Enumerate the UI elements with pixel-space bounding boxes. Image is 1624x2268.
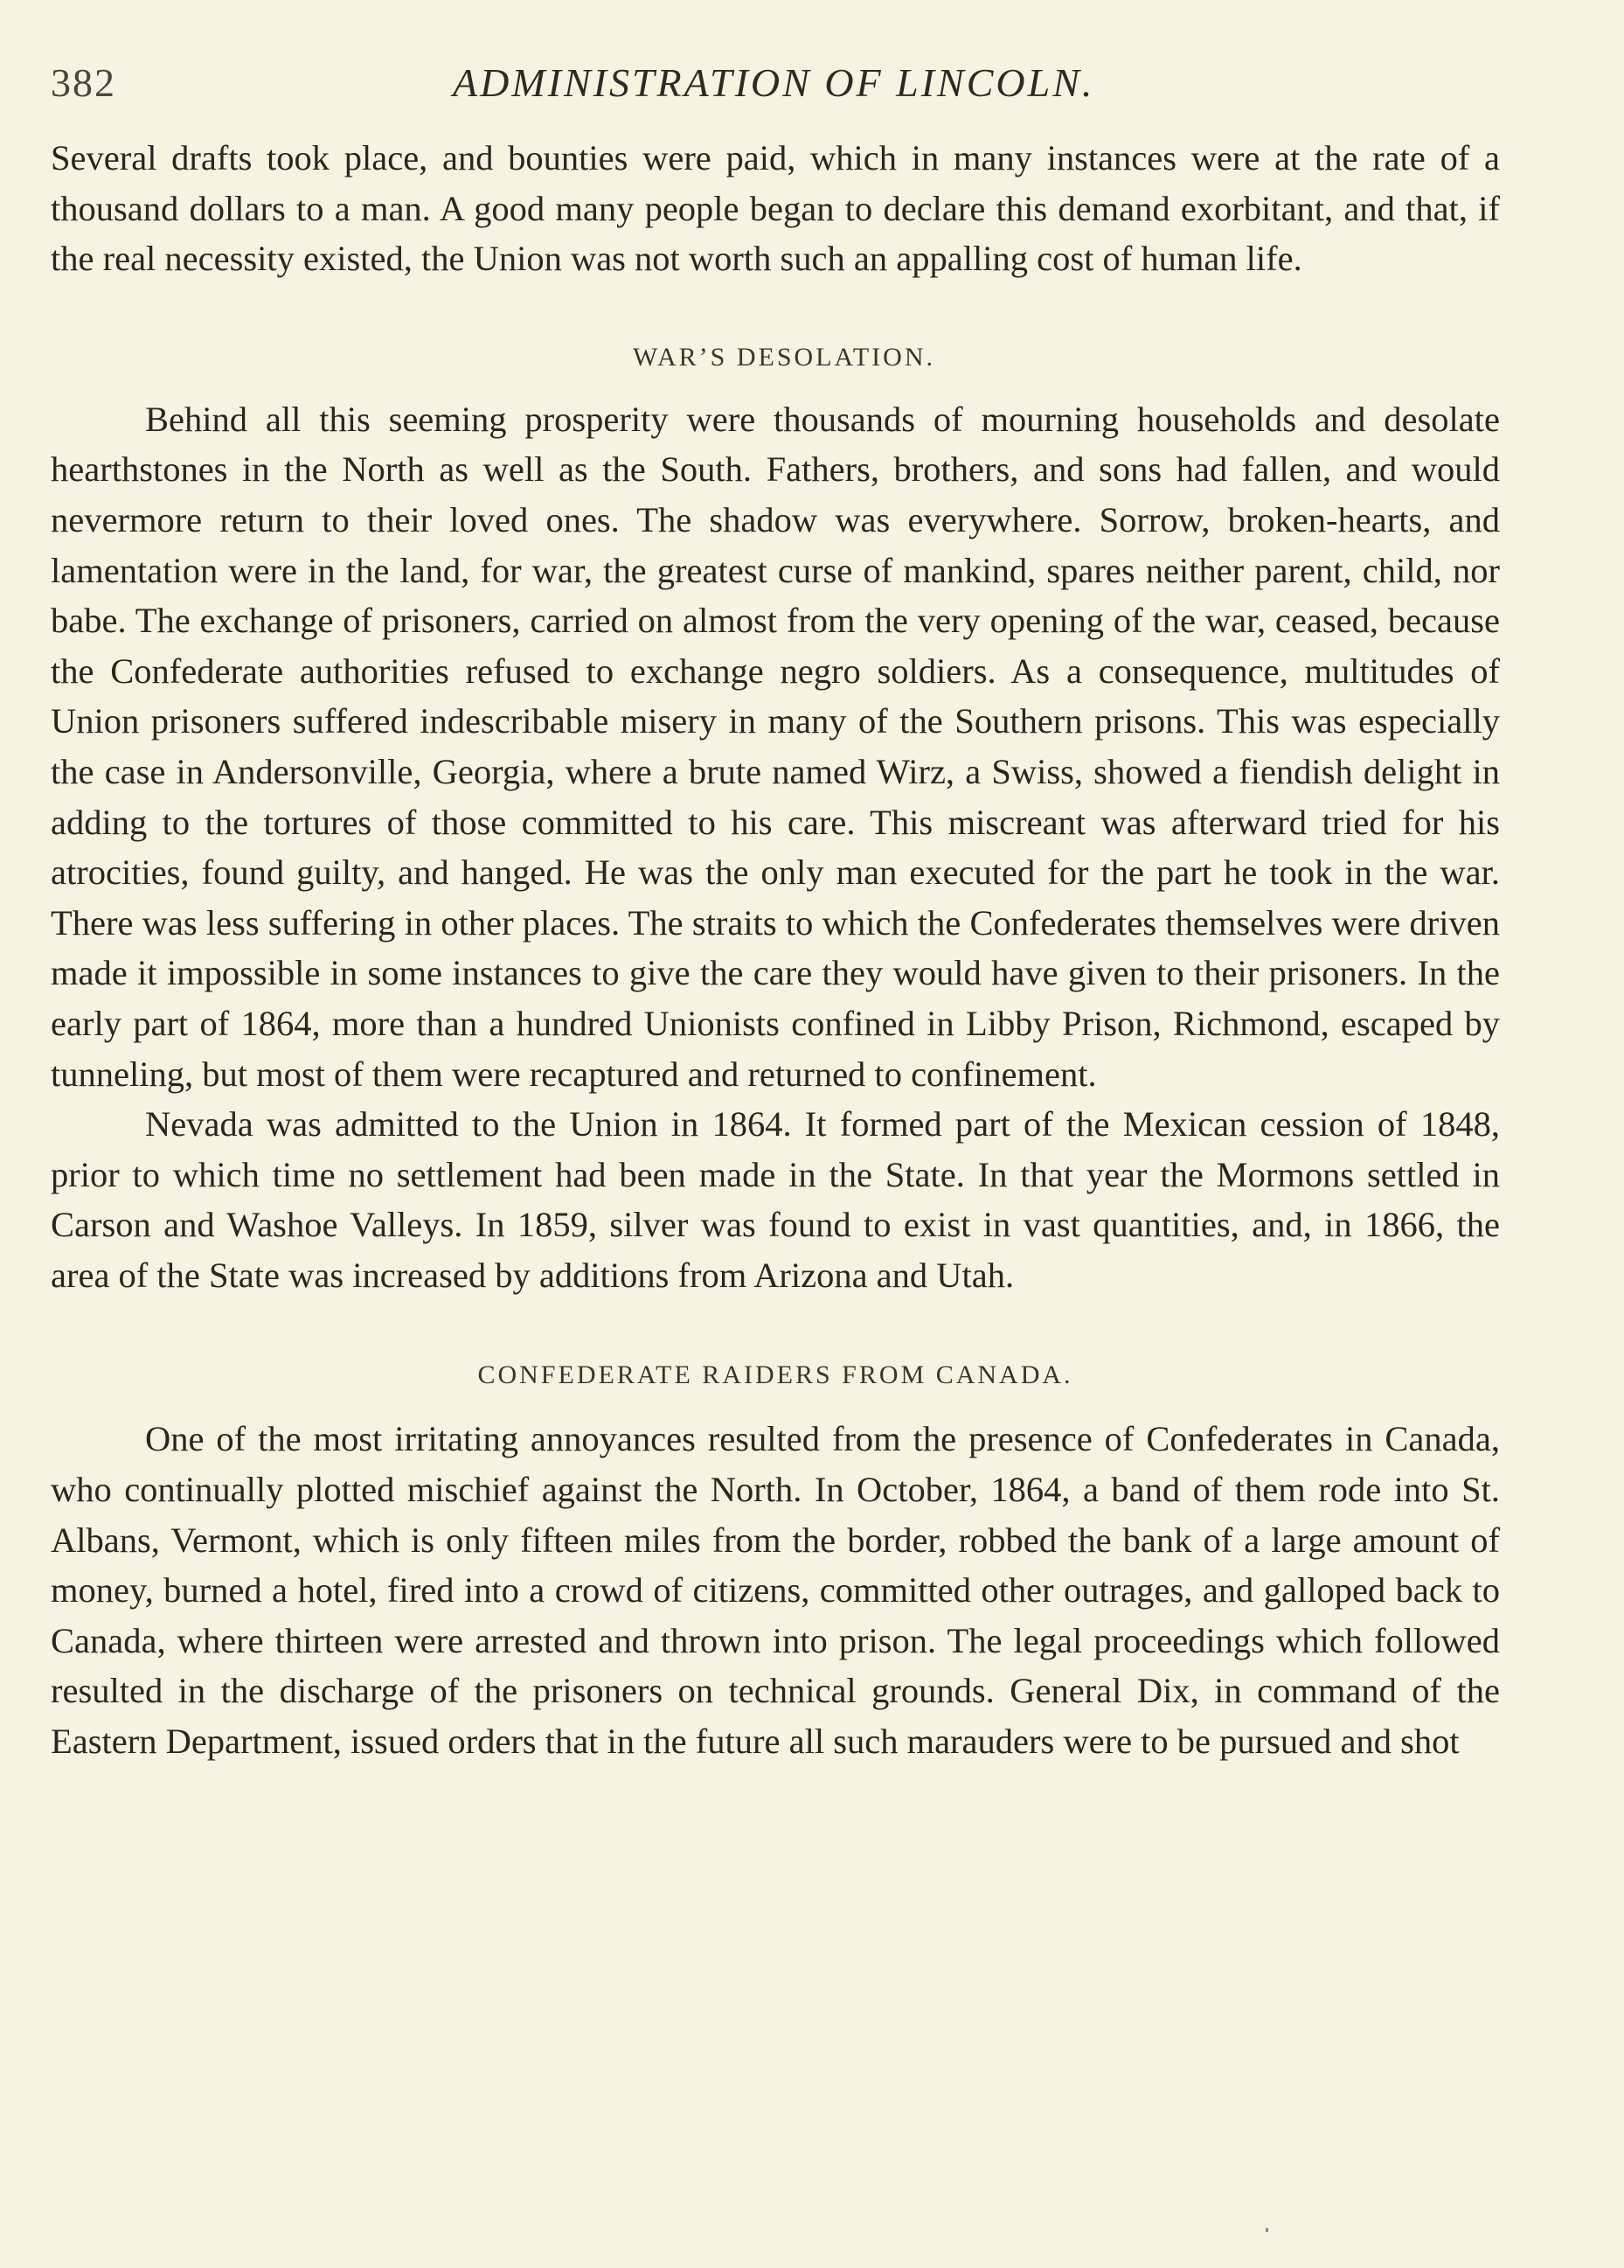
section-heading-wars-desolation: WAR’S DESOLATION. [633,342,935,372]
running-title: ADMINISTRATION OF LINCOLN. [453,60,1095,105]
section-heading-confederate-raiders: CONFEDERATE RAIDERS FROM CANADA. [477,1360,1073,1390]
paper-speck [1266,2228,1268,2232]
paragraph-nevada: Nevada was admitted to the Union in 1864. It formed part of the Mexican cession of 1848, prior to which time no settlement had been made in the State. In that year the Mormons settled in Carson and Washoe Valleys. In 1859, silver was found to exist in vast quantities, and, in 1866, the area of the State was increased by additions from Arizona and Utah. [51,1104,1500,1295]
paragraph-desolation: Behind all this seeming prosperity were thousands of mourning households and desolate hearthstones in the North as well as the South. Fathers, brothers, and sons had fallen, and would nevermore return to their loved ones. The shadow was everywhere. Sorrow, broken-hearts, and lamentation were in the land, for war, the greatest curse of mankind, spares neither parent, child, nor babe. The exchange of prisoners, carried on almost from the very opening of the war, ceased, because the Confederate authorities refused to exchange negro soldiers. As a consequence, multitudes of Union prisoners suffered indescribable misery in many of the Southern prisons. This was especially the case in Andersonville, Georgia, where a brute named Wirz, a Swiss, showed a fiendish delight in adding to the tortures of those committed to his care. This miscreant was afterward tried for his atrocities, found guilty, and hanged. He was the only man executed for the part he took in the war. There was less suffering in other places. The straits to which the Confederates themselves were driven made it impossible in some instances to give the care they would have given to their prisoners. In the early part of 1864, more than a hundred Unionists confined in Libby Prison, Richmond, escaped by tunneling, but most of them were recaptured and returned to confinement. [51,399,1500,1094]
page-header [51,52,1493,114]
paragraph-bounties: Several drafts took place, and bounties were paid, which in many instances were at the rate of a thousand dollars to a man. A good many people began to declare this demand exorbitant, and that, if the real necessity existed, the Union was not worth such an appalling cost of human life. [51,138,1500,279]
paragraph-raiders: One of the most irritating annoyances resulted from the presence of Confederates in Canada, who continually plotted mischief against the North. In October, 1864, a band of them rode into St. Albans, Vermont, which is only fifteen miles from the border, robbed the bank of a large amount of money, burned a hotel, fired into a crowd of citizens, committed other outrages, and galloped back to Canada, where thirteen were arrested and thrown into prison. The legal proceedings which followed resulted in the discharge of the prisoners on technical grounds. General Dix, in command of the Eastern Department, issued orders that in the future all such marauders were to be pursued and shot [51,1419,1500,1762]
page-number: 382 [51,60,116,105]
page-body [51,133,1500,1767]
